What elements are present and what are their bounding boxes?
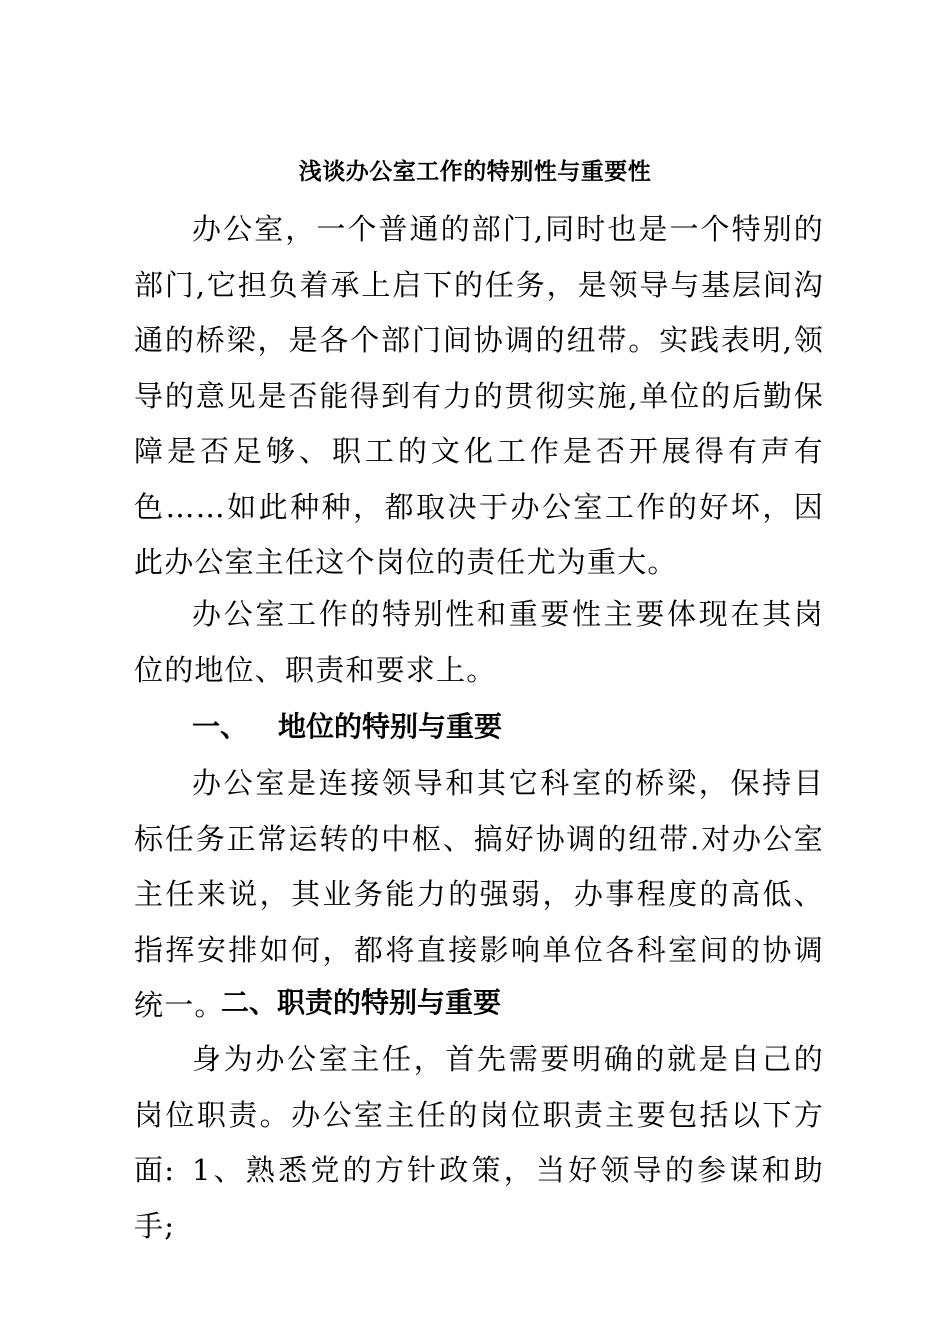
list-item-1: 1、熟悉党的方针政策，当好领导的参谋和助手; xyxy=(134,1153,824,1243)
section-title-1: 地位的特别与重要 xyxy=(278,710,503,743)
intro-paragraph: 办公室，一个普通的部门,同时也是一个特别的部门,它担负着承上启下的任务，是领导与基层间沟通的桥梁，是各个部门间协调的纽带。实践表明,领导的意见是否能得到有力的贯彻实施,单位的后勤保障是否足够、职工的文化工作是否开展得有声有色……如此种种，都取决于办公室工作的好坏，因此办公室主任这个岗位的责任尤为重大。 xyxy=(134,212,824,579)
document-title: 浅谈办公室工作的特别性与重要性 xyxy=(298,159,652,185)
section-heading-2: 二、职责的特别与重要 xyxy=(221,986,502,1019)
section-heading-1 xyxy=(192,707,502,747)
section-1-paragraph: 办公室是连接领导和其它科室的桥梁，保持目标任务正常运转的中枢、搞好协调的纽带.对办公室主任来说，其业务能力的强弱，办事程度的高低、指挥安排如何，都将直接影响单位各科室间的协调统一。 xyxy=(134,766,824,1022)
section-number-1: 一、 xyxy=(192,710,249,743)
summary-paragraph: 办公室工作的特别性和重要性主要体现在其岗位的地位、职责和要求上。 xyxy=(134,597,824,687)
section-2-paragraph: 身为办公室主任，首先需要明确的就是自己的岗位职责。办公室主任的岗位职责主要包括以下方面: xyxy=(134,1042,824,1187)
